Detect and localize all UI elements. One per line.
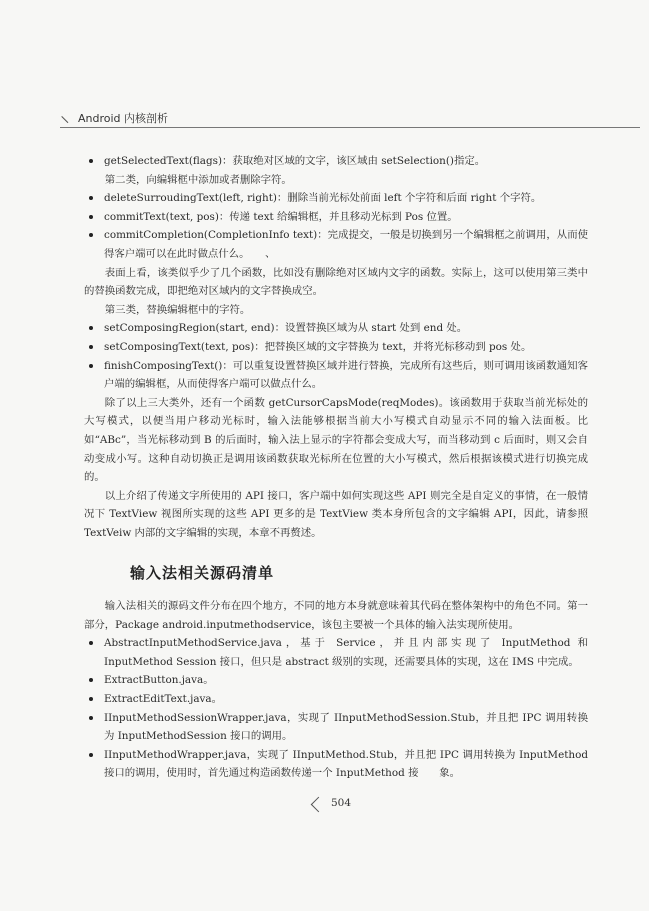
page-body [84, 152, 588, 783]
paragraph: 输入法相关的源码文件分布在四个地方，不同的地方本身就意味着其代码在整体架构中的角色不同。第一部分，Package android.inputmethodservice，该包主要被一个具体的输入法实现所使用。 [84, 600, 588, 631]
page-number: 504 [331, 797, 352, 809]
paragraph: 第二类，向编辑框中添加或者删除字符。 [104, 173, 292, 186]
page-footer [305, 795, 365, 821]
section-heading: 输入法相关源码清单 [130, 564, 275, 583]
bullet-item: commitCompletion(CompletionInfo text)：完成提交，一般是切换到另一个编辑框之前调用，从而使得客户端可以在此时做点什么。 、 [84, 226, 588, 263]
bullet-item: getSelectedText(flags)：获取绝对区域的文字，该区域由 setSelection()指定。 [84, 152, 588, 171]
bullet-item: commitText(text, pos)：传递 text 给编辑框，并且移动光标到 Pos 位置。 [84, 208, 588, 227]
book-title: Android 内核剖析 [78, 112, 169, 125]
bullet-item: finishComposingText()：可以重复设置替换区域并进行替换，完成所有这些后，则可调用该函数通知客户端的编辑框，从而使得客户端可以做点什么。 [84, 357, 588, 394]
paragraph: 第三类，替换编辑框中的字符。 [104, 303, 251, 316]
bullet-item: ExtractEditText.java。 [84, 690, 588, 709]
bullet-item: AbstractInputMethodService.java，基于 Service，并且内部实现了 InputMethod 和 InputMethod Session 接口，但只是 abstract 级别的实现，还需要具体的实现，这在 IMS 中完成。 [84, 634, 588, 671]
bullet-list [84, 152, 588, 171]
page-number-bracket [311, 797, 327, 813]
bullet-list [84, 319, 588, 393]
header-rule [60, 127, 640, 128]
bullet-list [84, 634, 588, 783]
bullet-item: deleteSurroudingText(left, right)：删除当前光标处前面 left 个字符和后面 right 个字符。 [84, 189, 588, 208]
bullet-item: setComposingRegion(start, end)：设置替换区域为从 start 处到 end 处。 [84, 319, 588, 338]
paragraph: 除了以上三大类外，还有一个函数 getCursorCapsMode(reqModes)。该函数用于获取当前光标处的大写模式，以便当用户移动光标时，输入法能够根据当前大小写模式自动显示不同的输入法面板。比如“ABc”，当光标移动到 B 的后面时，输入法上显示的字符都会变成大写，而当移动到 c 后面时，则又会自动变成小写。这种自动切换正是调用该函数获取光标所在位置的大小写模式，然后根据该模式进行切换完成的。 [84, 396, 588, 484]
paragraph: 表面上看，该类似乎少了几个函数，比如没有删除绝对区域内文字的函数。实际上，这可以使用第三类中的替换函数完成，即把绝对区域内的文字替换成空。 [84, 266, 588, 298]
bullet-item: IInputMethodSessionWrapper.java，实现了 IInputMethodSession.Stub，并且把 IPC 调用转换为 InputMethodSession 接口的调用。 [84, 709, 588, 746]
bullet-item: ExtractButton.java。 [84, 671, 588, 690]
bullet-list [84, 189, 588, 263]
bullet-item: IInputMethodWrapper.java，实现了 IInputMethod.Stub，并且把 IPC 调用转换为 InputMethod 接口的调用，使用时，首先通过构造函数传递一个 InputMethod 接 象。 [84, 746, 588, 783]
paragraph: 以上介绍了传递文字所使用的 API 接口，客户端中如何实现这些 API 则完全是自定义的事情，在一般情况下 TextView 视图所实现的这些 API 更多的是 TextView 类本身所包含的文字编辑 API，因此，请参照 TextVeiw 内部的文字编辑的实现，本章不再赘述。 [84, 489, 588, 539]
running-header [60, 110, 620, 130]
bullet-item: setComposingText(text, pos)：把替换区域的文字替换为 text，并将光标移动到 pos 处。 [84, 338, 588, 357]
header-slash-mark [61, 116, 68, 123]
